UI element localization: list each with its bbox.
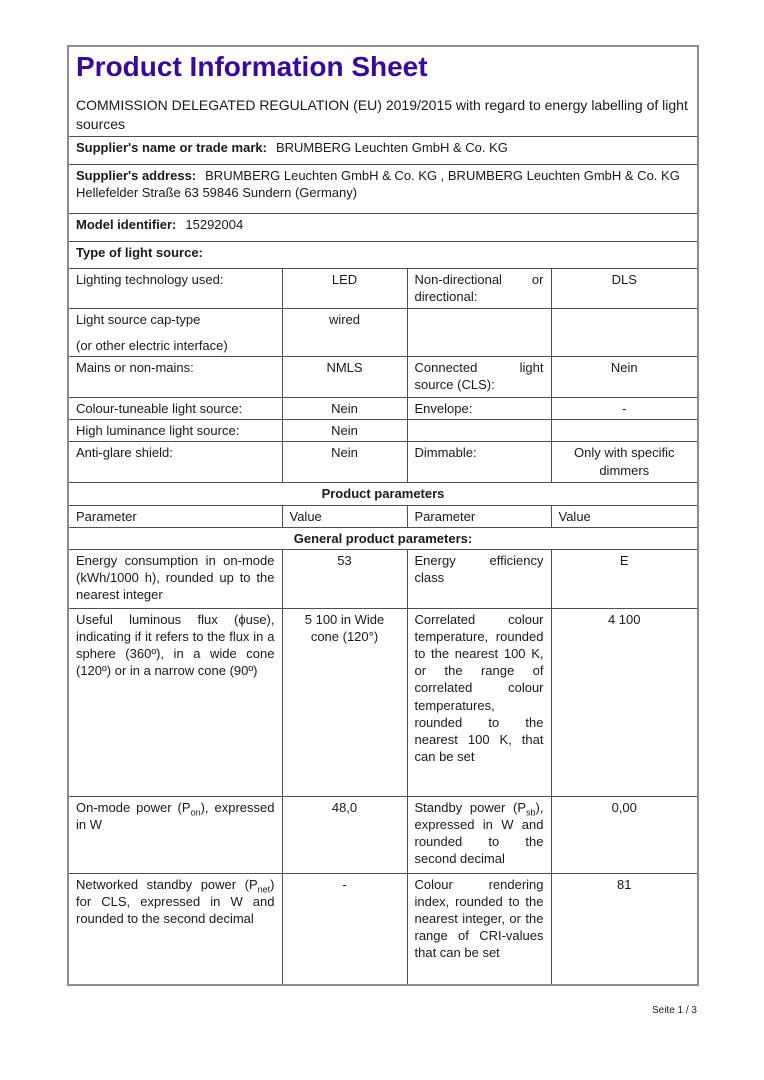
value-cell: Only with specific dimmers <box>551 442 698 483</box>
column-header: Parameter <box>68 505 282 527</box>
value-cell: Nein <box>282 398 407 420</box>
model-identifier-value: 15292004 <box>185 216 244 232</box>
table-row <box>68 308 698 356</box>
supplier-name-cell <box>68 136 698 164</box>
value-cell <box>551 420 698 442</box>
value-cell: 4 100 <box>551 608 698 796</box>
table-row <box>68 420 698 442</box>
table-row <box>68 268 698 308</box>
value-cell: Nein <box>282 442 407 483</box>
value-cell: - <box>282 873 407 985</box>
value-cell: wired <box>282 308 407 356</box>
value-cell: Nein <box>282 420 407 442</box>
param-cell: Connected light source (CLS): <box>407 357 551 398</box>
value-cell: 53 <box>282 549 407 608</box>
product-info-table <box>67 45 699 986</box>
param-cell: Dimmable: <box>407 442 551 483</box>
page-title: Product Information Sheet <box>76 51 428 82</box>
model-identifier-label: Model identifier: <box>76 216 177 232</box>
value-cell: 48,0 <box>282 796 407 873</box>
param-cell: Envelope: <box>407 398 551 420</box>
supplier-name-label: Supplier's name or trade mark: <box>76 139 267 155</box>
table-row <box>68 483 698 505</box>
param-cell <box>407 420 551 442</box>
param-cell: Correlated colour temperature, rounded to the nearest 100 K, or the range of correlated colour temperatures, rounded to the nearest 100 K, that can be set <box>407 608 551 796</box>
value-cell: LED <box>282 268 407 308</box>
param-cell: Colour rendering index, rounded to the nearest integer, or the range of CRI-values that can be set <box>407 873 551 985</box>
param-cell: Lighting technology used: <box>68 268 282 308</box>
header-cell <box>68 46 698 136</box>
table-row <box>68 527 698 549</box>
table-row <box>68 873 698 985</box>
table-row <box>68 505 698 527</box>
column-header: Parameter <box>407 505 551 527</box>
param-cell: Colour-tuneable light source: <box>68 398 282 420</box>
table-row <box>68 241 698 268</box>
param-cell: Non-directional or directional: <box>407 268 551 308</box>
value-cell: NMLS <box>282 357 407 398</box>
table-row <box>68 46 698 136</box>
param-cell: Energy consumption in on-mode (kWh/1000 h), rounded up to the nearest integer <box>68 549 282 608</box>
cap-type-line2: (or other electric interface) <box>76 337 228 353</box>
table-row <box>68 164 698 213</box>
table-row <box>68 796 698 873</box>
supplier-name-value: BRUMBERG Leuchten GmbH & Co. KG <box>275 139 508 155</box>
param-cell <box>68 308 282 356</box>
table-row <box>68 213 698 241</box>
param-cell: On-mode power $(P_{on})$, expressed in W <box>68 796 282 873</box>
param-cell: Anti-glare shield: <box>68 442 282 483</box>
page-number: Seite 1 / 3 <box>651 1005 697 1016</box>
type-of-light-source-heading: Type of light source: <box>68 241 698 268</box>
param-cell: Useful luminous flux (ϕuse), indicating if it refers to the flux in a sphere (360º), in a wide cone (120º) or in a narrow cone (90º) <box>68 608 282 796</box>
param-cell: Networked standby power $(P_{net})$ for CLS, expressed in W and rounded to the second decimal <box>68 873 282 985</box>
table-row <box>68 442 698 483</box>
param-cell: Mains or non-mains: <box>68 357 282 398</box>
value-cell <box>551 308 698 356</box>
value-cell: 0,00 <box>551 796 698 873</box>
supplier-address-label: Supplier's address: <box>76 167 197 183</box>
value-cell: Nein <box>551 357 698 398</box>
param-cell <box>407 308 551 356</box>
table-row <box>68 357 698 398</box>
param-cell: Energy efficiency class <box>407 549 551 608</box>
general-product-parameters-heading: General product parameters: <box>68 527 698 549</box>
value-cell: - <box>551 398 698 420</box>
value-cell: 5 100 in Wide cone (120°) <box>282 608 407 796</box>
value-cell: 81 <box>551 873 698 985</box>
regulation-subtitle: COMMISSION DELEGATED REGULATION (EU) 2019/2015 with regard to energy labelling of light sources <box>76 96 688 132</box>
table-row <box>68 549 698 608</box>
param-cell: Standby power $(P_{sb})$, expressed in W and rounded to the second decimal <box>407 796 551 873</box>
value-cell: DLS <box>551 268 698 308</box>
param-cell: High luminance light source: <box>68 420 282 442</box>
column-header: Value <box>282 505 407 527</box>
cap-type-line1: Light source cap-type <box>76 311 201 327</box>
column-header: Value <box>551 505 698 527</box>
value-cell: E <box>551 549 698 608</box>
supplier-address-value: BRUMBERG Leuchten GmbH & Co. KG , BRUMBERG Leuchten GmbH & Co. KG Hellefelder Straße 63 59846 Sundern (Germany) <box>76 167 680 200</box>
product-parameters-heading: Product parameters <box>68 483 698 505</box>
supplier-address-cell <box>68 164 698 213</box>
table-row <box>68 398 698 420</box>
model-identifier-cell <box>68 213 698 241</box>
table-row <box>68 608 698 796</box>
table-row <box>68 136 698 164</box>
